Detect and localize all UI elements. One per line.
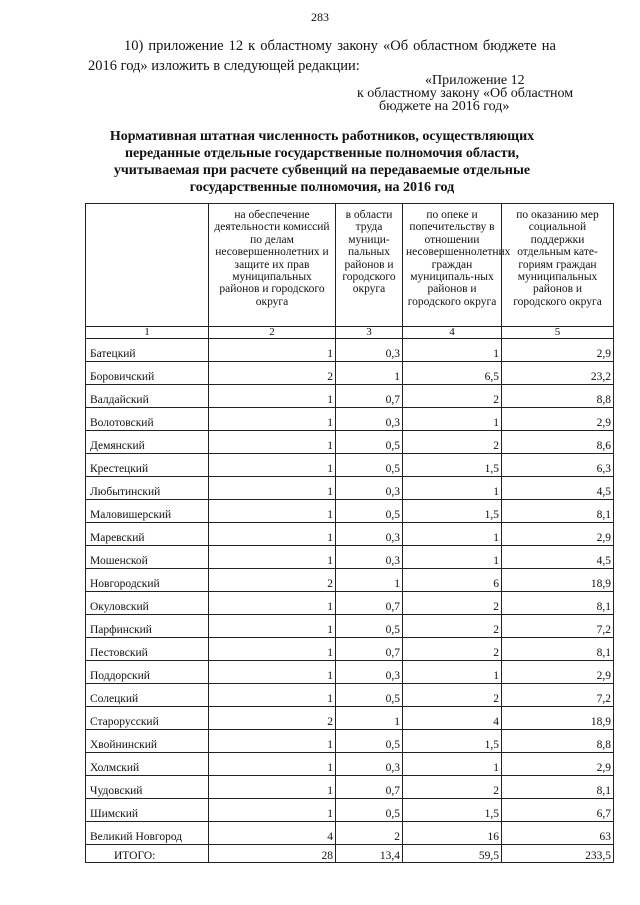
column-header-1 (86, 204, 209, 327)
appendix-line-3: бюджете на 2016 год» (379, 99, 510, 114)
district-name-cell: Поддорский (86, 661, 209, 684)
value-cell: 1 (403, 753, 502, 776)
value-cell: 1 (209, 385, 336, 408)
district-name-cell: Великий Новгород (86, 822, 209, 845)
total-cell: 13,4 (336, 845, 403, 863)
district-name-cell: Окуловский (86, 592, 209, 615)
value-cell: 2 (403, 638, 502, 661)
value-cell: 2,9 (502, 661, 614, 684)
value-cell: 4,5 (502, 546, 614, 569)
table-row (86, 822, 614, 845)
value-cell: 1 (209, 592, 336, 615)
value-cell: 1,5 (403, 799, 502, 822)
value-cell: 1 (209, 500, 336, 523)
value-cell: 0,5 (336, 730, 403, 753)
district-name-cell: Любытинский (86, 477, 209, 500)
value-cell: 18,9 (502, 569, 614, 592)
value-cell: 6 (403, 569, 502, 592)
value-cell: 1 (209, 523, 336, 546)
document-title: Нормативная штатная численность работников, осуществляющих переданные отдельные государственные полномочия области, учитываемая при расчете субвенций на передаваемые отдельные государственные полномочия, на 2016 год (109, 129, 535, 195)
district-name-cell: Парфинский (86, 615, 209, 638)
value-cell: 2,9 (502, 408, 614, 431)
column-number: 2 (209, 327, 336, 339)
value-cell: 1 (209, 684, 336, 707)
column-number: 3 (336, 327, 403, 339)
table-row (86, 339, 614, 362)
value-cell: 8,1 (502, 638, 614, 661)
value-cell: 2,9 (502, 753, 614, 776)
district-name-cell: Старорусский (86, 707, 209, 730)
table-row (86, 799, 614, 822)
value-cell: 1 (209, 454, 336, 477)
total-cell: 28 (209, 845, 336, 863)
value-cell: 0,7 (336, 592, 403, 615)
value-cell: 8,8 (502, 730, 614, 753)
table-row (86, 408, 614, 431)
column-header-4: по опеке и попечительству в отношении несовершеннолетних граждан муниципаль-ных районов и городского округа (403, 204, 502, 327)
table-row (86, 523, 614, 546)
appendix-line-2: к областному закону «Об областном (357, 86, 574, 101)
value-cell: 1,5 (403, 454, 502, 477)
total-cell: 233,5 (502, 845, 614, 863)
district-name-cell: Хвойнинский (86, 730, 209, 753)
value-cell: 0,5 (336, 615, 403, 638)
value-cell: 0,5 (336, 500, 403, 523)
value-cell: 8,1 (502, 592, 614, 615)
value-cell: 1 (403, 661, 502, 684)
value-cell: 1 (209, 730, 336, 753)
value-cell: 0,3 (336, 753, 403, 776)
value-cell: 0,3 (336, 661, 403, 684)
table-row (86, 638, 614, 661)
district-name-cell: Холмский (86, 753, 209, 776)
value-cell: 1 (403, 339, 502, 362)
district-name-cell: Пестовский (86, 638, 209, 661)
value-cell: 0,5 (336, 799, 403, 822)
value-cell: 0,3 (336, 523, 403, 546)
table-row (86, 385, 614, 408)
value-cell: 1 (209, 431, 336, 454)
value-cell: 1 (209, 615, 336, 638)
column-number-row (86, 327, 614, 339)
table-row (86, 431, 614, 454)
value-cell: 1 (336, 362, 403, 385)
value-cell: 16 (403, 822, 502, 845)
district-name-cell: Солецкий (86, 684, 209, 707)
value-cell: 1 (209, 546, 336, 569)
table-row (86, 661, 614, 684)
district-name-cell: Маловишерский (86, 500, 209, 523)
district-name-cell: Боровичский (86, 362, 209, 385)
value-cell: 1 (403, 477, 502, 500)
value-cell: 8,8 (502, 385, 614, 408)
value-cell: 23,2 (502, 362, 614, 385)
value-cell: 0,3 (336, 339, 403, 362)
value-cell: 1 (209, 638, 336, 661)
value-cell: 63 (502, 822, 614, 845)
value-cell: 1 (403, 408, 502, 431)
value-cell: 0,3 (336, 546, 403, 569)
appendix-header (357, 74, 607, 113)
table-row (86, 776, 614, 799)
value-cell: 2 (403, 684, 502, 707)
intro-paragraph: 10) приложение 12 к областному закону «Об областном бюджете на 2016 год» изложить в следующей редакции: (88, 38, 556, 74)
value-cell: 0,3 (336, 477, 403, 500)
column-number: 4 (403, 327, 502, 339)
value-cell: 8,6 (502, 431, 614, 454)
value-cell: 8,1 (502, 500, 614, 523)
district-name-cell: Волотовский (86, 408, 209, 431)
table-row (86, 615, 614, 638)
table-row (86, 500, 614, 523)
column-header-2: на обеспечение деятельности комиссий по делам несовершеннолетних и защите их прав муниципальных районов и городского округа (209, 204, 336, 327)
value-cell: 1 (403, 523, 502, 546)
value-cell: 2,9 (502, 339, 614, 362)
table-row (86, 592, 614, 615)
value-cell: 8,1 (502, 776, 614, 799)
value-cell: 7,2 (502, 684, 614, 707)
table-row (86, 753, 614, 776)
value-cell: 2 (403, 776, 502, 799)
value-cell: 1,5 (403, 500, 502, 523)
total-row (86, 845, 614, 863)
value-cell: 1 (336, 569, 403, 592)
district-name-cell: Маревский (86, 523, 209, 546)
column-header-3: в области труда муници-пальных районов и городского округа (336, 204, 403, 327)
table-row (86, 362, 614, 385)
value-cell: 4 (209, 822, 336, 845)
table-row (86, 546, 614, 569)
value-cell: 1 (209, 477, 336, 500)
value-cell: 2,9 (502, 523, 614, 546)
value-cell: 2 (403, 615, 502, 638)
table-row (86, 730, 614, 753)
value-cell: 1 (209, 776, 336, 799)
district-name-cell: Чудовский (86, 776, 209, 799)
value-cell: 1 (336, 707, 403, 730)
value-cell: 18,9 (502, 707, 614, 730)
value-cell: 1 (209, 799, 336, 822)
district-name-cell: Демянский (86, 431, 209, 454)
page-number: 283 (311, 10, 329, 24)
value-cell: 1 (209, 753, 336, 776)
value-cell: 1 (403, 546, 502, 569)
value-cell: 0,5 (336, 684, 403, 707)
appendix-line-1: «Приложение 12 (425, 73, 525, 88)
table-row (86, 569, 614, 592)
value-cell: 1 (209, 408, 336, 431)
value-cell: 2 (336, 822, 403, 845)
value-cell: 7,2 (502, 615, 614, 638)
district-name-cell: Шимский (86, 799, 209, 822)
value-cell: 1 (209, 339, 336, 362)
staff-table (85, 203, 614, 863)
column-header-5: по оказанию мер социальной поддержки отдельным кате-гориям граждан муниципальных районов и городского округа (502, 204, 614, 327)
total-cell: 59,5 (403, 845, 502, 863)
column-number: 1 (86, 327, 209, 339)
district-name-cell: Батецкий (86, 339, 209, 362)
table-row (86, 477, 614, 500)
district-name-cell: Мошенской (86, 546, 209, 569)
value-cell: 1,5 (403, 730, 502, 753)
value-cell: 0,5 (336, 431, 403, 454)
table-row (86, 684, 614, 707)
value-cell: 0,7 (336, 385, 403, 408)
district-name-cell: Новгородский (86, 569, 209, 592)
value-cell: 1 (209, 661, 336, 684)
value-cell: 0,7 (336, 776, 403, 799)
value-cell: 6,7 (502, 799, 614, 822)
value-cell: 2 (403, 431, 502, 454)
value-cell: 4 (403, 707, 502, 730)
value-cell: 0,3 (336, 408, 403, 431)
value-cell: 2 (209, 569, 336, 592)
district-name-cell: Крестецкий (86, 454, 209, 477)
table-row (86, 707, 614, 730)
table-row (86, 454, 614, 477)
value-cell: 4,5 (502, 477, 614, 500)
value-cell: 6,3 (502, 454, 614, 477)
table-header-row (86, 204, 614, 327)
value-cell: 2 (403, 385, 502, 408)
total-label: ИТОГО: (86, 845, 209, 863)
district-name-cell: Валдайский (86, 385, 209, 408)
column-number: 5 (502, 327, 614, 339)
value-cell: 2 (209, 362, 336, 385)
value-cell: 0,5 (336, 454, 403, 477)
value-cell: 2 (209, 707, 336, 730)
value-cell: 0,7 (336, 638, 403, 661)
value-cell: 6,5 (403, 362, 502, 385)
value-cell: 2 (403, 592, 502, 615)
